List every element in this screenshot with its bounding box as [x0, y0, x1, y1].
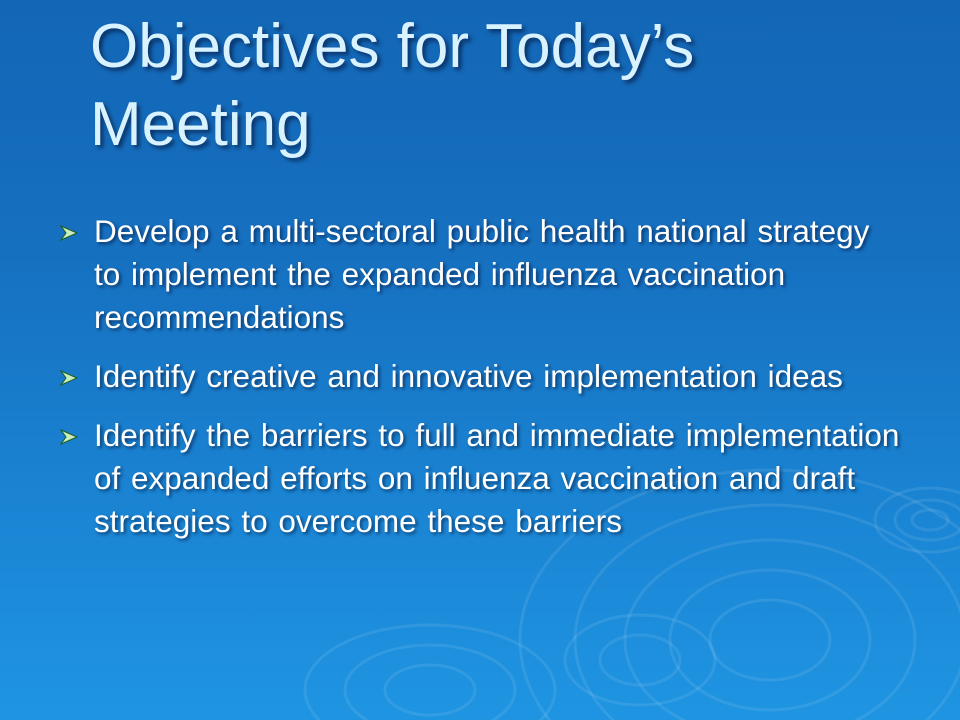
objective-text: Develop a multi-sectoral public health national strategy to implement the expanded influenza vaccination recommendations: [94, 213, 870, 335]
objective-text: Identify creative and innovative implementation ideas: [94, 358, 843, 394]
arrowhead-bullet-icon: [60, 225, 78, 241]
objective-item: [60, 414, 900, 543]
objectives-list: [60, 210, 900, 559]
objective-item: [60, 355, 900, 398]
arrowhead-bullet-icon: [60, 429, 78, 445]
objective-item: [60, 210, 900, 339]
objective-text: Identify the barriers to full and immediate implementation of expanded efforts on influenza vaccination and draft strategies to overcome these barriers: [94, 417, 900, 539]
slide-title: Objectives for Today’s Meeting: [90, 12, 695, 159]
arrowhead-bullet-icon: [60, 370, 78, 386]
